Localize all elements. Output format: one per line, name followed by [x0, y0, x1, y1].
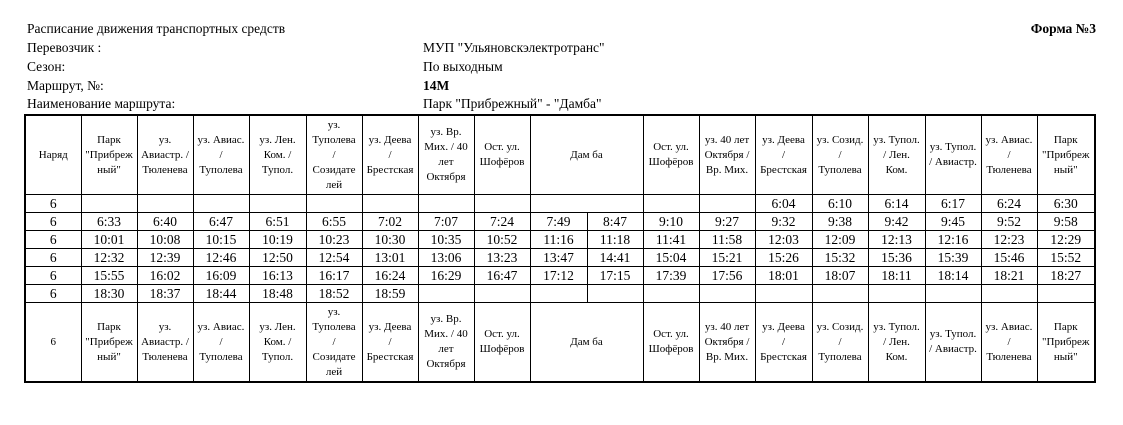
stop-header — [530, 115, 643, 195]
stop-name: Ост. ул. Шофёров — [648, 328, 694, 355]
time-cell: 9:58 — [1037, 213, 1095, 231]
stop-name: уз. Деева / Брестская — [366, 133, 414, 176]
time-cell — [643, 195, 699, 213]
time-cell: 10:30 — [362, 231, 418, 249]
stop-name: Дам ба — [570, 335, 603, 348]
stop-header — [981, 115, 1037, 195]
stop-header — [418, 303, 474, 383]
time-cell — [812, 285, 868, 303]
time-cell — [418, 285, 474, 303]
stop-header — [81, 303, 137, 383]
time-cell: 15:52 — [1037, 249, 1095, 267]
time-cell: 15:04 — [643, 249, 699, 267]
stop-header — [474, 115, 530, 195]
route-number-value: 14М — [423, 78, 450, 93]
time-cell — [587, 285, 643, 303]
schedule-row — [25, 213, 1095, 231]
stop-name: уз. Авиас. / Туполева — [197, 133, 245, 176]
stop-header — [755, 115, 812, 195]
stop-name: уз. Тупол. / Лен. Ком. — [873, 133, 920, 176]
stop-name: уз. Авиас. / Тюленева — [985, 320, 1033, 363]
stop-name: Парк "Прибреж ный" — [85, 320, 133, 363]
time-cell: 13:23 — [474, 249, 530, 267]
time-cell: 17:56 — [699, 267, 755, 285]
stop-name: уз. Тупол. / Авиастр. — [929, 141, 977, 168]
time-cell: 9:10 — [643, 213, 699, 231]
stop-header — [925, 303, 981, 383]
time-cell: 7:02 — [362, 213, 418, 231]
time-cell: 10:19 — [249, 231, 306, 249]
time-cell: 11:58 — [699, 231, 755, 249]
stop-header — [1037, 115, 1095, 195]
time-cell: 10:23 — [306, 231, 362, 249]
time-cell: 6:47 — [193, 213, 249, 231]
time-cell: 10:08 — [137, 231, 193, 249]
time-cell: 6:14 — [868, 195, 925, 213]
time-cell: 16:09 — [193, 267, 249, 285]
schedule-row — [25, 267, 1095, 285]
stop-header — [137, 303, 193, 383]
time-cell: 15:55 — [81, 267, 137, 285]
stop-header — [981, 303, 1037, 383]
footer-row — [25, 303, 1095, 383]
stop-header — [306, 303, 362, 383]
time-cell: 12:16 — [925, 231, 981, 249]
time-cell: 15:39 — [925, 249, 981, 267]
stop-name: уз. 40 лет Октября / Вр. Мих. — [704, 320, 750, 363]
stop-header — [193, 115, 249, 195]
stop-header — [193, 303, 249, 383]
stop-header — [362, 115, 418, 195]
time-cell: 6:10 — [812, 195, 868, 213]
time-cell — [193, 195, 249, 213]
time-cell: 16:24 — [362, 267, 418, 285]
time-cell — [474, 195, 530, 213]
stop-header — [530, 303, 643, 383]
time-cell: 18:14 — [925, 267, 981, 285]
time-cell: 7:49 — [530, 213, 587, 231]
naryad-header: Наряд — [25, 115, 81, 195]
time-cell: 18:27 — [1037, 267, 1095, 285]
time-cell: 18:30 — [81, 285, 137, 303]
carrier-value: МУП "Ульяновскэлектротранс" — [423, 40, 605, 55]
time-cell: 18:44 — [193, 285, 249, 303]
stop-header — [868, 115, 925, 195]
time-cell: 7:24 — [474, 213, 530, 231]
stop-header — [249, 303, 306, 383]
season-label: Сезон: — [27, 59, 66, 74]
stop-name: Парк "Прибреж ный" — [1042, 133, 1090, 176]
schedule-row — [25, 195, 1095, 213]
stop-name: уз. Авиас. / Тюленева — [985, 133, 1033, 176]
time-cell: 12:13 — [868, 231, 925, 249]
time-cell: 12:23 — [981, 231, 1037, 249]
route-number-label: Маршрут, №: — [27, 78, 104, 93]
stop-name: уз. Вр. Мих. / 40 лет Октября — [424, 313, 468, 370]
stop-header — [1037, 303, 1095, 383]
time-cell: 9:27 — [699, 213, 755, 231]
time-cell: 6:55 — [306, 213, 362, 231]
stop-name: уз. Деева / Брестская — [760, 133, 807, 176]
time-cell: 6:40 — [137, 213, 193, 231]
time-cell: 18:07 — [812, 267, 868, 285]
time-cell: 12:32 — [81, 249, 137, 267]
naryad-cell: 6 — [25, 303, 81, 383]
stop-header — [362, 303, 418, 383]
time-cell — [925, 285, 981, 303]
stop-name: Ост. ул. Шофёров — [648, 141, 694, 168]
schedule-table — [24, 114, 1096, 383]
time-cell: 12:03 — [755, 231, 812, 249]
route-name-value: Парк "Прибрежный" - "Дамба" — [423, 96, 602, 111]
time-cell: 6:04 — [755, 195, 812, 213]
time-cell: 16:02 — [137, 267, 193, 285]
form-number: Форма №3 — [1030, 21, 1096, 36]
time-cell: 15:26 — [755, 249, 812, 267]
stop-name: уз. Деева / Брестская — [366, 320, 414, 363]
stop-name: Ост. ул. Шофёров — [479, 328, 525, 355]
stop-name: уз. Тупол. / Авиастр. — [929, 328, 977, 355]
time-cell: 9:38 — [812, 213, 868, 231]
time-cell — [362, 195, 418, 213]
naryad-cell: 6 — [25, 231, 81, 249]
time-cell: 9:45 — [925, 213, 981, 231]
time-cell: 12:09 — [812, 231, 868, 249]
time-cell — [306, 195, 362, 213]
time-cell: 18:01 — [755, 267, 812, 285]
schedule-row — [25, 285, 1095, 303]
time-cell: 18:21 — [981, 267, 1037, 285]
stop-header — [699, 303, 755, 383]
time-cell — [868, 285, 925, 303]
time-cell: 18:52 — [306, 285, 362, 303]
time-cell: 6:17 — [925, 195, 981, 213]
stop-name: уз. Лен. Ком. / Тупол. — [259, 320, 296, 363]
time-cell: 18:37 — [137, 285, 193, 303]
header-row — [25, 115, 1095, 195]
stop-header — [812, 115, 868, 195]
time-cell — [699, 285, 755, 303]
stop-header — [306, 115, 362, 195]
stop-header — [643, 303, 699, 383]
time-cell: 13:01 — [362, 249, 418, 267]
time-cell — [530, 195, 643, 213]
stop-name: уз. Созид. / Туполева — [816, 133, 864, 176]
stop-header — [643, 115, 699, 195]
time-cell: 15:21 — [699, 249, 755, 267]
stop-header — [474, 303, 530, 383]
time-cell — [755, 285, 812, 303]
time-cell: 17:39 — [643, 267, 699, 285]
stop-name: Дам ба — [570, 148, 603, 161]
time-cell — [81, 195, 137, 213]
time-cell: 11:41 — [643, 231, 699, 249]
stop-name: уз. 40 лет Октября / Вр. Мих. — [704, 133, 750, 176]
stop-name: уз. Тупол. / Лен. Ком. — [873, 320, 920, 363]
schedule-title: Расписание движения транспортных средств — [27, 21, 286, 36]
time-cell — [418, 195, 474, 213]
time-cell: 10:52 — [474, 231, 530, 249]
time-cell: 18:11 — [868, 267, 925, 285]
time-cell: 15:46 — [981, 249, 1037, 267]
time-cell: 6:33 — [81, 213, 137, 231]
time-cell: 10:15 — [193, 231, 249, 249]
stop-name: уз. Авиастр. / Тюленева — [141, 320, 189, 363]
time-cell — [981, 285, 1037, 303]
naryad-cell: 6 — [25, 195, 81, 213]
time-cell — [530, 285, 587, 303]
stop-name: уз. Авиас. / Туполева — [197, 320, 245, 363]
time-cell: 15:36 — [868, 249, 925, 267]
time-cell: 13:06 — [418, 249, 474, 267]
stop-name: уз. Туполева / Созидате лей — [312, 118, 356, 191]
stop-name: уз. Авиастр. / Тюленева — [141, 133, 189, 176]
time-cell: 11:16 — [530, 231, 587, 249]
stop-header — [868, 303, 925, 383]
time-cell: 17:15 — [587, 267, 643, 285]
time-cell: 18:48 — [249, 285, 306, 303]
route-name-label: Наименование маршрута: — [27, 96, 176, 111]
stop-header — [699, 115, 755, 195]
time-cell: 7:07 — [418, 213, 474, 231]
carrier-label: Перевозчик : — [27, 40, 102, 55]
time-cell: 12:50 — [249, 249, 306, 267]
time-cell: 9:52 — [981, 213, 1037, 231]
time-cell: 16:17 — [306, 267, 362, 285]
time-cell — [643, 285, 699, 303]
stop-header — [137, 115, 193, 195]
time-cell: 6:30 — [1037, 195, 1095, 213]
stop-name: Ост. ул. Шофёров — [479, 141, 525, 168]
naryad-cell: 6 — [25, 267, 81, 285]
stop-name: Парк "Прибреж ный" — [1042, 320, 1090, 363]
time-cell — [699, 195, 755, 213]
time-cell: 12:54 — [306, 249, 362, 267]
naryad-cell: 6 — [25, 249, 81, 267]
naryad-cell: 6 — [25, 213, 81, 231]
time-cell: 15:32 — [812, 249, 868, 267]
time-cell: 6:24 — [981, 195, 1037, 213]
stop-name: Парк "Прибреж ный" — [85, 133, 133, 176]
time-cell — [137, 195, 193, 213]
time-cell: 16:29 — [418, 267, 474, 285]
stop-name: уз. Вр. Мих. / 40 лет Октября — [424, 126, 468, 183]
time-cell: 12:46 — [193, 249, 249, 267]
time-cell: 12:39 — [137, 249, 193, 267]
stop-name: уз. Лен. Ком. / Тупол. — [259, 133, 296, 176]
time-cell: 11:18 — [587, 231, 643, 249]
time-cell: 16:47 — [474, 267, 530, 285]
time-cell: 9:42 — [868, 213, 925, 231]
time-cell — [474, 285, 530, 303]
stop-header — [81, 115, 137, 195]
time-cell — [1037, 285, 1095, 303]
season-value: По выходным — [423, 59, 503, 74]
time-cell: 16:13 — [249, 267, 306, 285]
schedule-row — [25, 249, 1095, 267]
stop-name: уз. Туполева / Созидате лей — [312, 305, 356, 378]
stop-name: уз. Деева / Брестская — [760, 320, 807, 363]
time-cell: 18:59 — [362, 285, 418, 303]
time-cell: 10:01 — [81, 231, 137, 249]
time-cell: 6:51 — [249, 213, 306, 231]
stop-name: уз. Созид. / Туполева — [816, 320, 864, 363]
naryad-cell: 6 — [25, 285, 81, 303]
stop-header — [925, 115, 981, 195]
stop-header — [418, 115, 474, 195]
schedule-row — [25, 231, 1095, 249]
time-cell: 8:47 — [587, 213, 643, 231]
time-cell: 12:29 — [1037, 231, 1095, 249]
time-cell: 17:12 — [530, 267, 587, 285]
time-cell: 14:41 — [587, 249, 643, 267]
time-cell: 10:35 — [418, 231, 474, 249]
stop-header — [755, 303, 812, 383]
stop-header — [812, 303, 868, 383]
time-cell — [249, 195, 306, 213]
time-cell: 13:47 — [530, 249, 587, 267]
time-cell: 9:32 — [755, 213, 812, 231]
stop-header — [249, 115, 306, 195]
